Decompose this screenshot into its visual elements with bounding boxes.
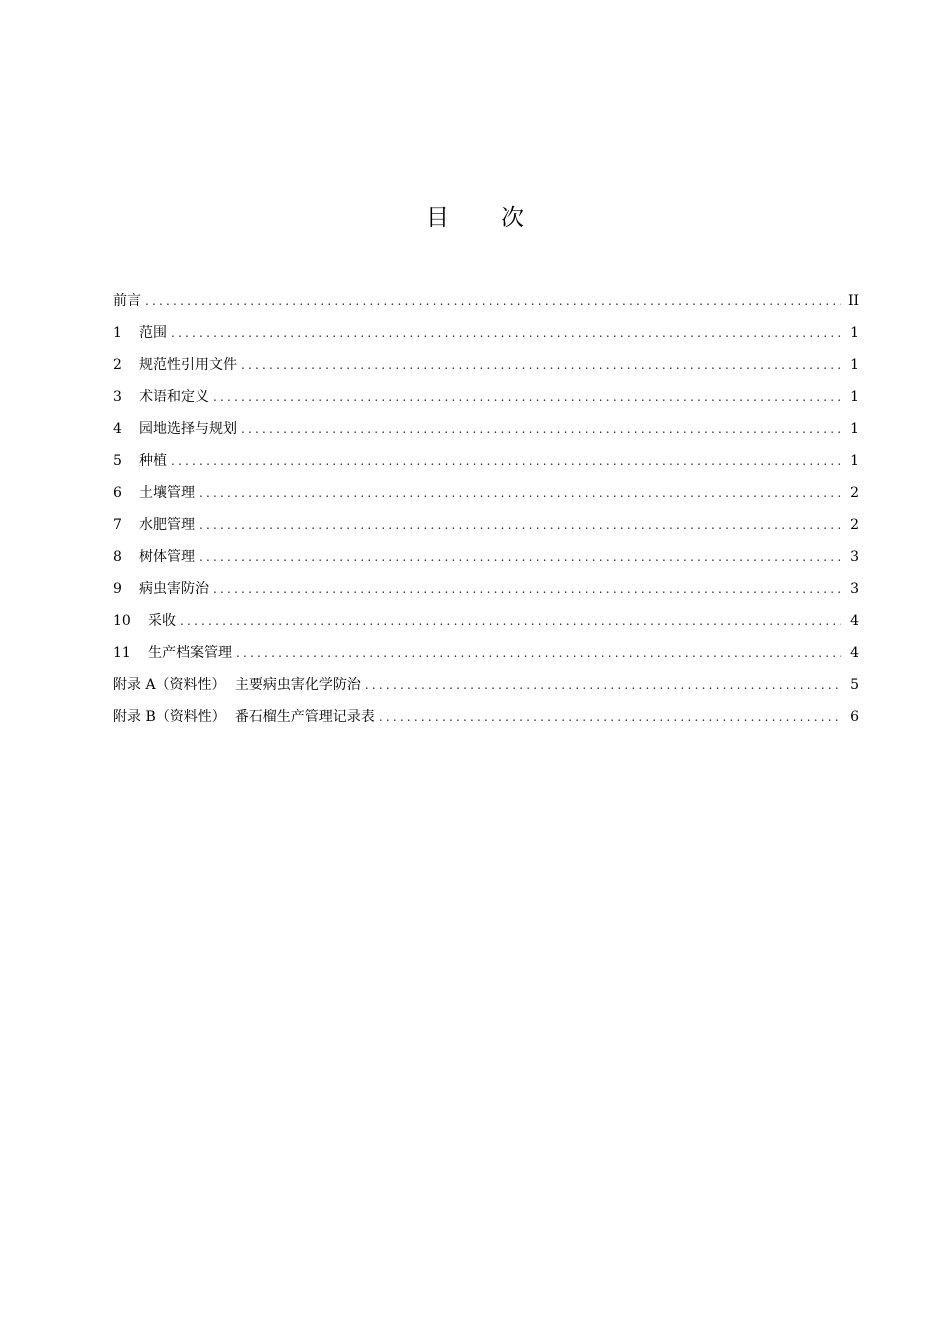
toc-appendix-prefix: 附录 B（资料性） (113, 709, 226, 725)
toc-page-number: 6 (850, 709, 859, 725)
toc-entry-label: 规范性引用文件 (139, 357, 237, 373)
toc-entry-terms-definitions[interactable] (113, 380, 859, 412)
toc-dot-leader (199, 542, 841, 572)
page-title-char-2: 次 (501, 205, 524, 231)
toc-page-number: 1 (850, 357, 859, 373)
toc-entry-number: 11 (113, 645, 131, 661)
toc-entry-normative-references[interactable] (113, 348, 859, 380)
toc-entry-planting[interactable] (113, 444, 859, 476)
toc-dot-leader (241, 350, 841, 380)
toc-dot-leader (213, 382, 841, 412)
toc-entry-number: 5 (113, 453, 122, 469)
page-title-char-1: 目 (426, 205, 449, 231)
toc-entry-number: 4 (113, 421, 122, 437)
toc-page-number: 3 (850, 581, 859, 597)
toc-dot-leader (171, 318, 841, 348)
toc-page-number: II (847, 293, 859, 309)
toc-page-number: 4 (850, 613, 859, 629)
toc-dot-leader (171, 446, 841, 476)
toc-entry-appendix-a[interactable] (113, 668, 859, 700)
toc-entry-site-selection[interactable] (113, 412, 859, 444)
toc-entry-scope[interactable] (113, 316, 859, 348)
toc-entry-number: 7 (113, 517, 122, 533)
toc-dot-leader (365, 670, 841, 700)
toc-page-number: 1 (850, 389, 859, 405)
toc-entry-number: 1 (113, 325, 122, 341)
toc-page-number: 4 (850, 645, 859, 661)
toc-entry-label: 前言 (113, 293, 141, 309)
toc-entry-number: 3 (113, 389, 122, 405)
toc-entry-label: 园地选择与规划 (139, 421, 237, 437)
toc-entry-label: 水肥管理 (139, 517, 195, 533)
toc-page-number: 2 (850, 485, 859, 501)
toc-entry-label: 番石榴生产管理记录表 (234, 709, 375, 725)
toc-entry-label: 树体管理 (139, 549, 195, 565)
toc-entry-label: 土壤管理 (139, 485, 195, 501)
toc-page-number: 1 (850, 453, 859, 469)
toc-entry-label: 采收 (148, 613, 176, 629)
toc-dot-leader (199, 478, 841, 508)
toc-entry-number: 6 (113, 485, 122, 501)
toc-dot-leader (145, 286, 841, 316)
toc-page-number: 5 (850, 677, 859, 693)
toc-entry-preface[interactable] (113, 284, 859, 316)
toc-dot-leader (180, 606, 841, 636)
toc-entry-production-records[interactable] (113, 636, 859, 668)
toc-entry-number: 8 (113, 549, 122, 565)
toc-page-number: 1 (850, 421, 859, 437)
toc-entry-appendix-b[interactable] (113, 700, 859, 732)
toc-entry-label: 术语和定义 (139, 389, 209, 405)
table-of-contents (113, 284, 859, 732)
toc-appendix-prefix: 附录 A（资料性） (113, 677, 226, 693)
toc-dot-leader (379, 702, 841, 732)
toc-page-number: 1 (850, 325, 859, 341)
toc-entry-tree-management[interactable] (113, 540, 859, 572)
toc-entry-label: 病虫害防治 (139, 581, 209, 597)
toc-dot-leader (199, 510, 841, 540)
toc-entry-number: 10 (113, 613, 131, 629)
toc-entry-harvest[interactable] (113, 604, 859, 636)
toc-entry-label: 生产档案管理 (148, 645, 232, 661)
toc-entry-number: 9 (113, 581, 122, 597)
toc-dot-leader (213, 574, 841, 604)
toc-page-number: 2 (850, 517, 859, 533)
toc-entry-pest-control[interactable] (113, 572, 859, 604)
toc-dot-leader (236, 638, 841, 668)
toc-page-number: 3 (850, 549, 859, 565)
toc-entry-label: 主要病虫害化学防治 (234, 677, 361, 693)
toc-entry-soil-management[interactable] (113, 476, 859, 508)
toc-entry-water-fertilizer[interactable] (113, 508, 859, 540)
toc-dot-leader (241, 414, 841, 444)
toc-entry-number: 2 (113, 357, 122, 373)
toc-entry-label: 范围 (139, 325, 167, 341)
toc-entry-label: 种植 (139, 453, 167, 469)
page-title (0, 200, 950, 236)
